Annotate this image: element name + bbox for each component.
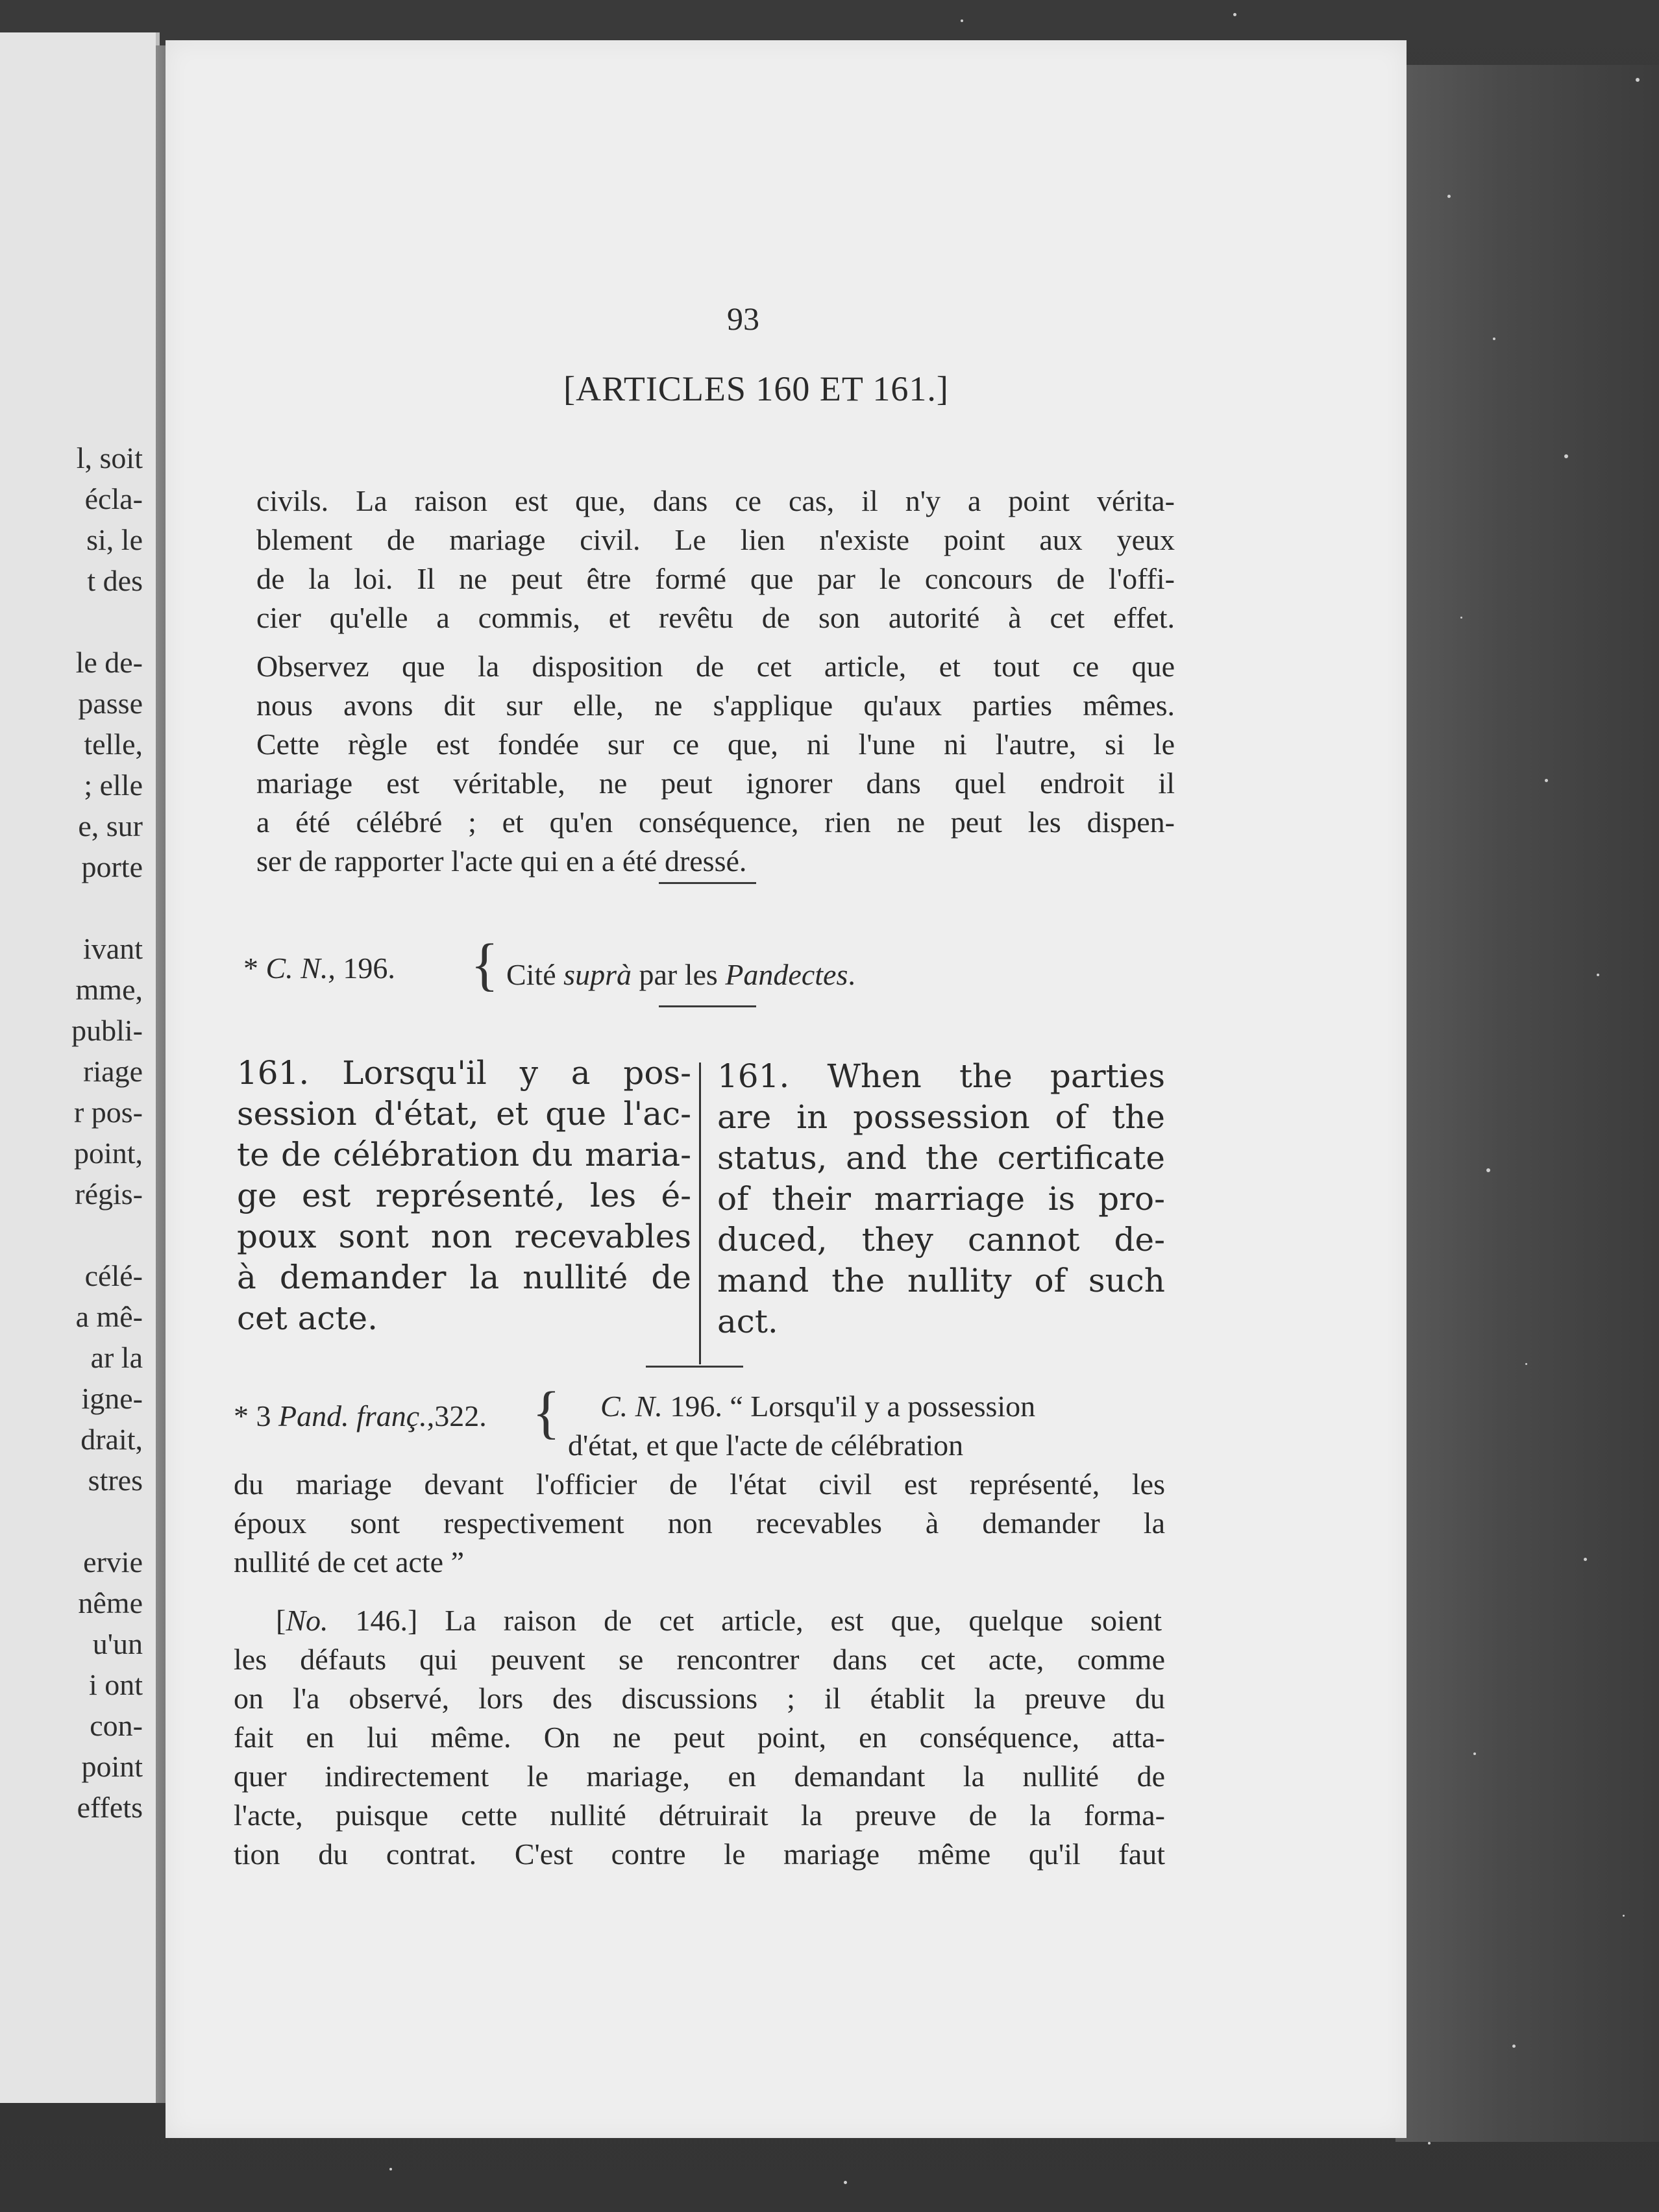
dust-speck [961,19,963,22]
text-line: nullité de cet acte ” [234,1545,465,1579]
article-line: 161. Lorsqu'il y a pos- [237,1054,691,1092]
text-line: civils. La raison est que, dans ce cas, il n'y a point vérita- [256,484,1175,517]
dust-speck [1636,78,1640,82]
left-page-line: nême [78,1586,143,1619]
dust-speck [1564,454,1568,458]
citation-code: C. N., [265,952,336,985]
paragraph-3-lead [243,1601,1162,1640]
left-page-line: r pos- [73,1096,143,1129]
citation-italic: Pandectes [725,958,848,991]
left-page-line: mme, [75,973,143,1006]
text-line: fait en lui même. On ne peut point, en conséquence, atta- [234,1721,1165,1754]
left-page-line: si, le [86,523,143,556]
left-page-line: ervie [83,1545,143,1579]
article-line: status, and the certificate [717,1139,1165,1177]
dust-speck [1512,2045,1516,2048]
left-page-line: ; elle [84,768,143,802]
article-line: are in possession of the [717,1098,1165,1136]
left-page-line: l, soit [76,441,143,474]
page-number: 93 [727,301,759,337]
separator-rule [659,882,756,884]
left-page-line: ivant [83,932,143,965]
dust-speck [1493,338,1495,340]
article-line: mand the nullity of such [717,1262,1165,1299]
text-line: cier qu'elle a commis, et revêtu de son autorité à cet effet. [256,601,1175,634]
text-line: quer indirectement le mariage, en demandant la nullité de [234,1760,1165,1793]
citation-text: . [848,958,855,991]
citation-number: ,322. [426,1399,487,1432]
left-page-line: t des [87,564,143,597]
column-divider [699,1063,701,1364]
dust-speck [389,2168,392,2170]
article-line: duced, they cannot de- [717,1221,1165,1259]
book-page [166,40,1407,2138]
text-line: nous avons dit sur elle, ne s'applique qu'aux parties mêmes. [256,689,1175,722]
article-161-french [237,1053,691,1339]
dust-speck [1623,1915,1625,1917]
left-page-line: célé- [84,1259,143,1292]
text-line: on l'a observé, lors des discussions ; il établit la preuve du [234,1682,1165,1715]
paragraph-text: 146.] La raison de cet article, est que, quelque soient [328,1604,1162,1637]
left-page-line: régis- [75,1177,143,1210]
left-page-line: con- [90,1709,143,1742]
left-page-fragment [0,32,160,2103]
article-line: act. [717,1303,778,1340]
article-line: 161. When the parties [717,1057,1165,1095]
article-line: poux sont non recevables [237,1218,691,1255]
text-line: de la loi. Il ne peut être formé que par le concours de l'offi- [256,562,1175,595]
left-page-line: stres [88,1464,143,1497]
scanner-right-strip [1395,65,1659,2142]
citation-number: 196. [335,952,395,985]
left-page-line: ar la [90,1341,143,1374]
left-page-line: publi- [71,1014,143,1047]
left-page-line: point [81,1750,143,1783]
citation-text: par les [631,958,726,991]
citation-code: Pand. franç. [278,1399,427,1432]
dust-speck [1486,1168,1490,1172]
left-page-line: e, sur [78,809,143,842]
left-page-line: le de- [75,646,143,679]
citation-text: 196. “ Lorsqu'il y a possession [662,1390,1036,1423]
dust-speck [1460,617,1462,619]
text-line: du mariage devant l'officier de l'état civil est représenté, les [234,1468,1165,1501]
dust-speck [1545,779,1548,782]
dust-speck [1447,195,1451,198]
dust-speck [1473,1752,1476,1755]
article-line: ge est représenté, les é- [237,1177,691,1214]
dust-speck [1233,13,1236,16]
left-page-line: passe [78,687,143,720]
left-page-line: point, [73,1137,143,1170]
left-page-line: porte [81,850,143,883]
text-line: ser de rapporter l'acte qui en a été dressé. [256,844,747,878]
text-line: l'acte, puisque cette nullité détruirait la preuve de la forma- [234,1799,1165,1832]
left-page-line: a mê- [75,1300,143,1333]
citation-2-reference [234,1397,487,1436]
left-page-line: riage [83,1055,143,1088]
text-line: les défauts qui peuvent se rencontrer dans cet acte, comme [234,1643,1165,1676]
dust-speck [1525,1363,1527,1365]
left-page-line: telle, [84,728,143,761]
citation-1-text [506,955,855,994]
paragraph-number-label: No. [286,1604,328,1637]
text-line: tion du contrat. C'est contre le mariage même qu'il faut [234,1837,1165,1871]
dust-speck [1584,1558,1587,1561]
article-line: à demander la nullité de [237,1259,691,1296]
citation-2-head [600,1387,1035,1426]
brace-icon: { [471,933,499,997]
article-line: te de célébration du maria- [237,1136,691,1174]
bracket-text: [ [276,1604,286,1637]
dust-speck [1428,2142,1431,2144]
left-page-line: écla- [84,482,143,515]
citation-star: * [243,952,266,985]
text-line: Cette règle est fondée sur ce que, ni l'une ni l'autre, si le [256,728,1175,761]
left-page-line: drait, [80,1423,143,1456]
article-line: session d'état, et que l'ac- [237,1095,691,1133]
citation-2-line2: d'état, et que l'acte de célébration [568,1429,964,1462]
citation-text: Cité [506,958,564,991]
article-161-english [717,1056,1165,1342]
dust-speck [1597,974,1599,976]
left-page-line: u'un [92,1627,143,1660]
text-line: mariage est véritable, ne peut ignorer dans quel endroit il [256,767,1175,800]
left-page-line: igne- [81,1382,143,1415]
citation-code: C. N. [600,1390,663,1423]
text-line: a été célébré ; et qu'en conséquence, rien ne peut les dispen- [256,805,1175,839]
text-line: blement de mariage civil. Le lien n'existe point aux yeux [256,523,1175,556]
article-line: cet acte. [237,1299,378,1337]
brace-icon: { [532,1381,561,1445]
text-line: Observez que la disposition de cet article, et tout ce que [256,650,1175,683]
citation-1-reference [243,949,395,988]
left-page-line: effets [77,1791,143,1824]
citation-star: * 3 [234,1399,278,1432]
dust-speck [844,2181,847,2184]
separator-rule [659,1005,756,1007]
text-line: époux sont respectivement non recevables à demander la [234,1506,1165,1540]
separator-rule [646,1366,743,1368]
article-line: of their marriage is pro- [717,1180,1165,1218]
left-page-line: i ont [88,1668,143,1701]
running-head: [ARTICLES 160 ET 161.] [563,369,949,408]
citation-italic: suprà [563,958,632,991]
